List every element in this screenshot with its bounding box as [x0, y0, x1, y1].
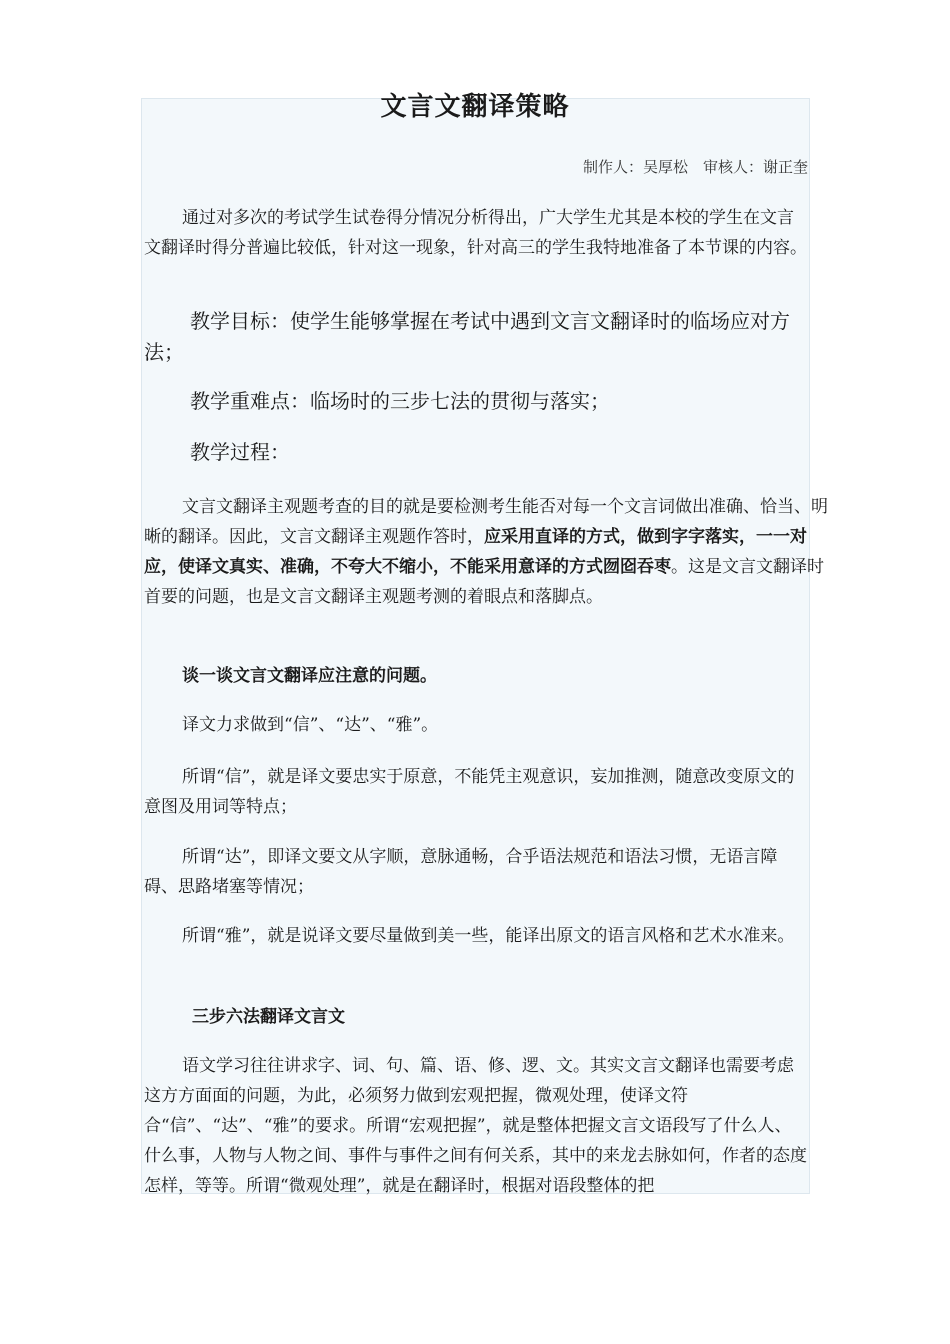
paragraph-lead-text: 文言文翻译主观题考查的目的就是要检测考生能否对每一个文言词做出准确、恰当、明晰的翻译。因此，文言文翻译主观题作答时，	[144, 497, 828, 547]
paragraph-xin-da-ya: 译文力求做到“信”、“达”、“雅”。	[182, 715, 439, 735]
teaching-goal: 教学目标：使学生能够掌握在考试中遇到文言文翻译时的临场应对方法；	[144, 309, 790, 364]
paragraph-method: 语文学习往往讲求字、词、句、篇、语、修、逻、文。其实文言文翻译也需要考虑这方方面面的问题，为此，必须努力做到宏观把握，微观处理，使译文符合“信”、“达”、“雅”的要求。所谓“宏观把握”，就是整体把握文言文语段写了什么人、什么事，人物与人物之间、事件与事件之间有何关系，其中的来龙去脉如何，作者的态度怎样，等等。所谓“微观处理”，就是在翻译时，根据对语段整体的把	[144, 1056, 807, 1196]
paragraph-xin: 所谓“信”，就是译文要忠实于原意，不能凭主观意识，妄加推测，随意改变原文的意图及用词等特点；	[144, 767, 795, 817]
paragraph-tail-text: 。这是文言文翻译时首要的问题，也是文言文翻译主观题考测的着眼点和落脚点。	[144, 557, 824, 607]
teaching-process-label: 教学过程：	[190, 440, 290, 464]
intro-paragraph: 通过对多次的考试学生试卷得分情况分析得出，广大学生尤其是本校的学生在文言文翻译时得分普遍比较低，针对这一现象，针对高三的学生我特地准备了本节课的内容。	[144, 208, 807, 258]
paragraph-da: 所谓“达”，即译文要文从字顺，意脉通畅，合乎语法规范和语法习惯，无语言障碍、思路堵塞等情况；	[144, 847, 778, 897]
credits-line: 制作人：吴厚松 审核人：谢正奎	[582, 158, 808, 176]
section-heading-issues: 谈一谈文言文翻译应注意的问题。	[182, 666, 437, 686]
teaching-focus: 教学重难点：临场时的三步七法的贯彻与落实；	[190, 389, 610, 413]
section-heading-method: 三步六法翻译文言文	[192, 1007, 345, 1027]
paragraph-ya: 所谓“雅”，就是说译文要尽量做到美一些，能译出原文的语言风格和艺术水准来。	[182, 926, 795, 946]
emphasis-text: 应采用直译的方式，做到字字落实，一一对应，使译文真实、准确，不夸大不缩小，不能采用意译的方式囫囵吞枣	[144, 527, 807, 577]
paragraph-direct-translation	[144, 492, 834, 612]
page-title: 文言文翻译策略	[380, 92, 570, 122]
